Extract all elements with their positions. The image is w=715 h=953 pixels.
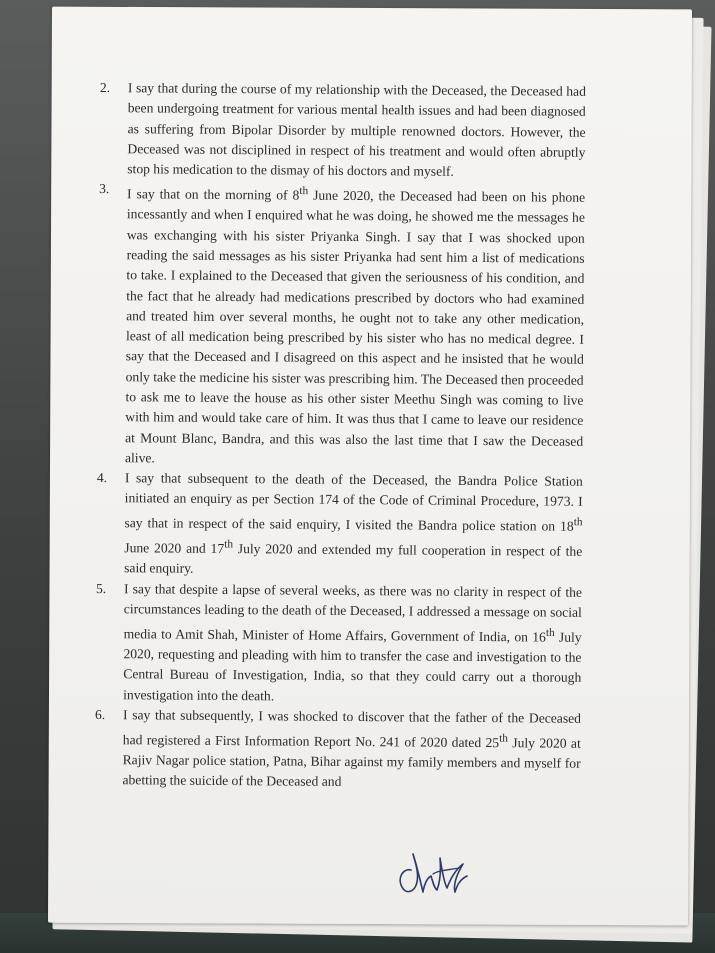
- paragraph-number: 6.: [94, 707, 106, 723]
- paragraph-5: [95, 579, 582, 709]
- text-segment: July 2020 at Rajiv Nagar police station, Patna, Bihar against my family members and myself for abetting the suicide of the Deceased and: [122, 735, 581, 790]
- ordinal-suffix: th: [573, 516, 583, 529]
- paragraph-6: [94, 705, 581, 795]
- paragraph-2: [99, 78, 586, 183]
- handwritten-signature-icon: [393, 840, 475, 902]
- paragraph-text: I say that during the course of my relationship with the Deceased, the Deceased had been undergoing treatment for various mental health issues and had been diagnosed as suffering from Bipolar Disorder by multiple renowned doctors. However, the Deceased was not disciplined in respect of his treatment and would often abruptly stop his medication to the dismay of his doctors and myself.: [127, 80, 586, 179]
- text-segment: I say that on the morning of 8: [127, 186, 300, 203]
- paragraph-number: 5.: [95, 580, 107, 596]
- paragraph-text: [124, 470, 583, 576]
- paragraph-number: 2.: [99, 79, 111, 96]
- paragraph-number: 3.: [99, 181, 110, 197]
- paragraph-text: [123, 581, 582, 703]
- text-segment: July 2020, requesting and pleading with him to transfer the case and investigation to the Central Bureau of Investigation, India, so that they could carry out a thorough investigation into the death.: [123, 629, 582, 704]
- paragraph-4: [96, 468, 583, 582]
- paragraph-3: [97, 179, 585, 471]
- paragraph-number: 4.: [96, 470, 108, 486]
- text-segment: June 2020 and 17: [124, 540, 225, 557]
- ordinal-suffix: th: [499, 732, 509, 745]
- text-segment: July 2020 and extended my full cooperation in respect of the said enquiry.: [124, 541, 583, 577]
- document-body: [94, 78, 586, 795]
- ordinal-suffix: th: [299, 185, 309, 198]
- ordinal-suffix: th: [545, 626, 555, 639]
- text-segment: I say that subsequently, I was shocked to discover that the father of the Deceased had registered a First Information Report No. 241 of 2020 dated 25: [122, 707, 582, 751]
- ordinal-suffix: th: [224, 538, 234, 551]
- text-segment: I say that despite a lapse of several weeks, as there was no clarity in respect of the circumstances leading to the death of the Deceased, I addressed a message on social media to Amit Shah, Minister of Home Affairs, Government of India, on 16: [123, 580, 583, 645]
- text-segment: June 2020, the Deceased had been on his phone incessantly and when I enquired what he was doing, he showed me the messages he was exchanging with his sister Priyanka Singh. I say that I was shocked upon reading the said messages as his sister Priyanka had sent him a list of medications to take. I explained to the Deceased that given the seriousness of his condition, and the fact that he already had medications prescribed by doctors who had examined and treated him over several months, he ought not to take any other medication, least of all medication being prescribed by his sister who has no medical degree. I say that the Deceased and I disagreed on this aspect and he insisted that he would only take the medicine his sister was prescribing him. The Deceased then proceeded to ask me to leave the house as his other sister Meethu Singh was coming to live with him and would take care of him. It was thus that I came to leave our residence at Mount Blanc, Bandra, and this was also the last time that I saw the Deceased alive.: [124, 187, 586, 466]
- paragraph-text: [125, 186, 585, 465]
- text-segment: I say that subsequent to the death of the Deceased, the Bandra Police Station initiated an enquiry as per Section 174 of the Code of Criminal Procedure, 1973. I say that in respect of the said enquiry, I visited the Bandra police station on 18: [124, 470, 583, 535]
- paragraph-text: [122, 707, 581, 789]
